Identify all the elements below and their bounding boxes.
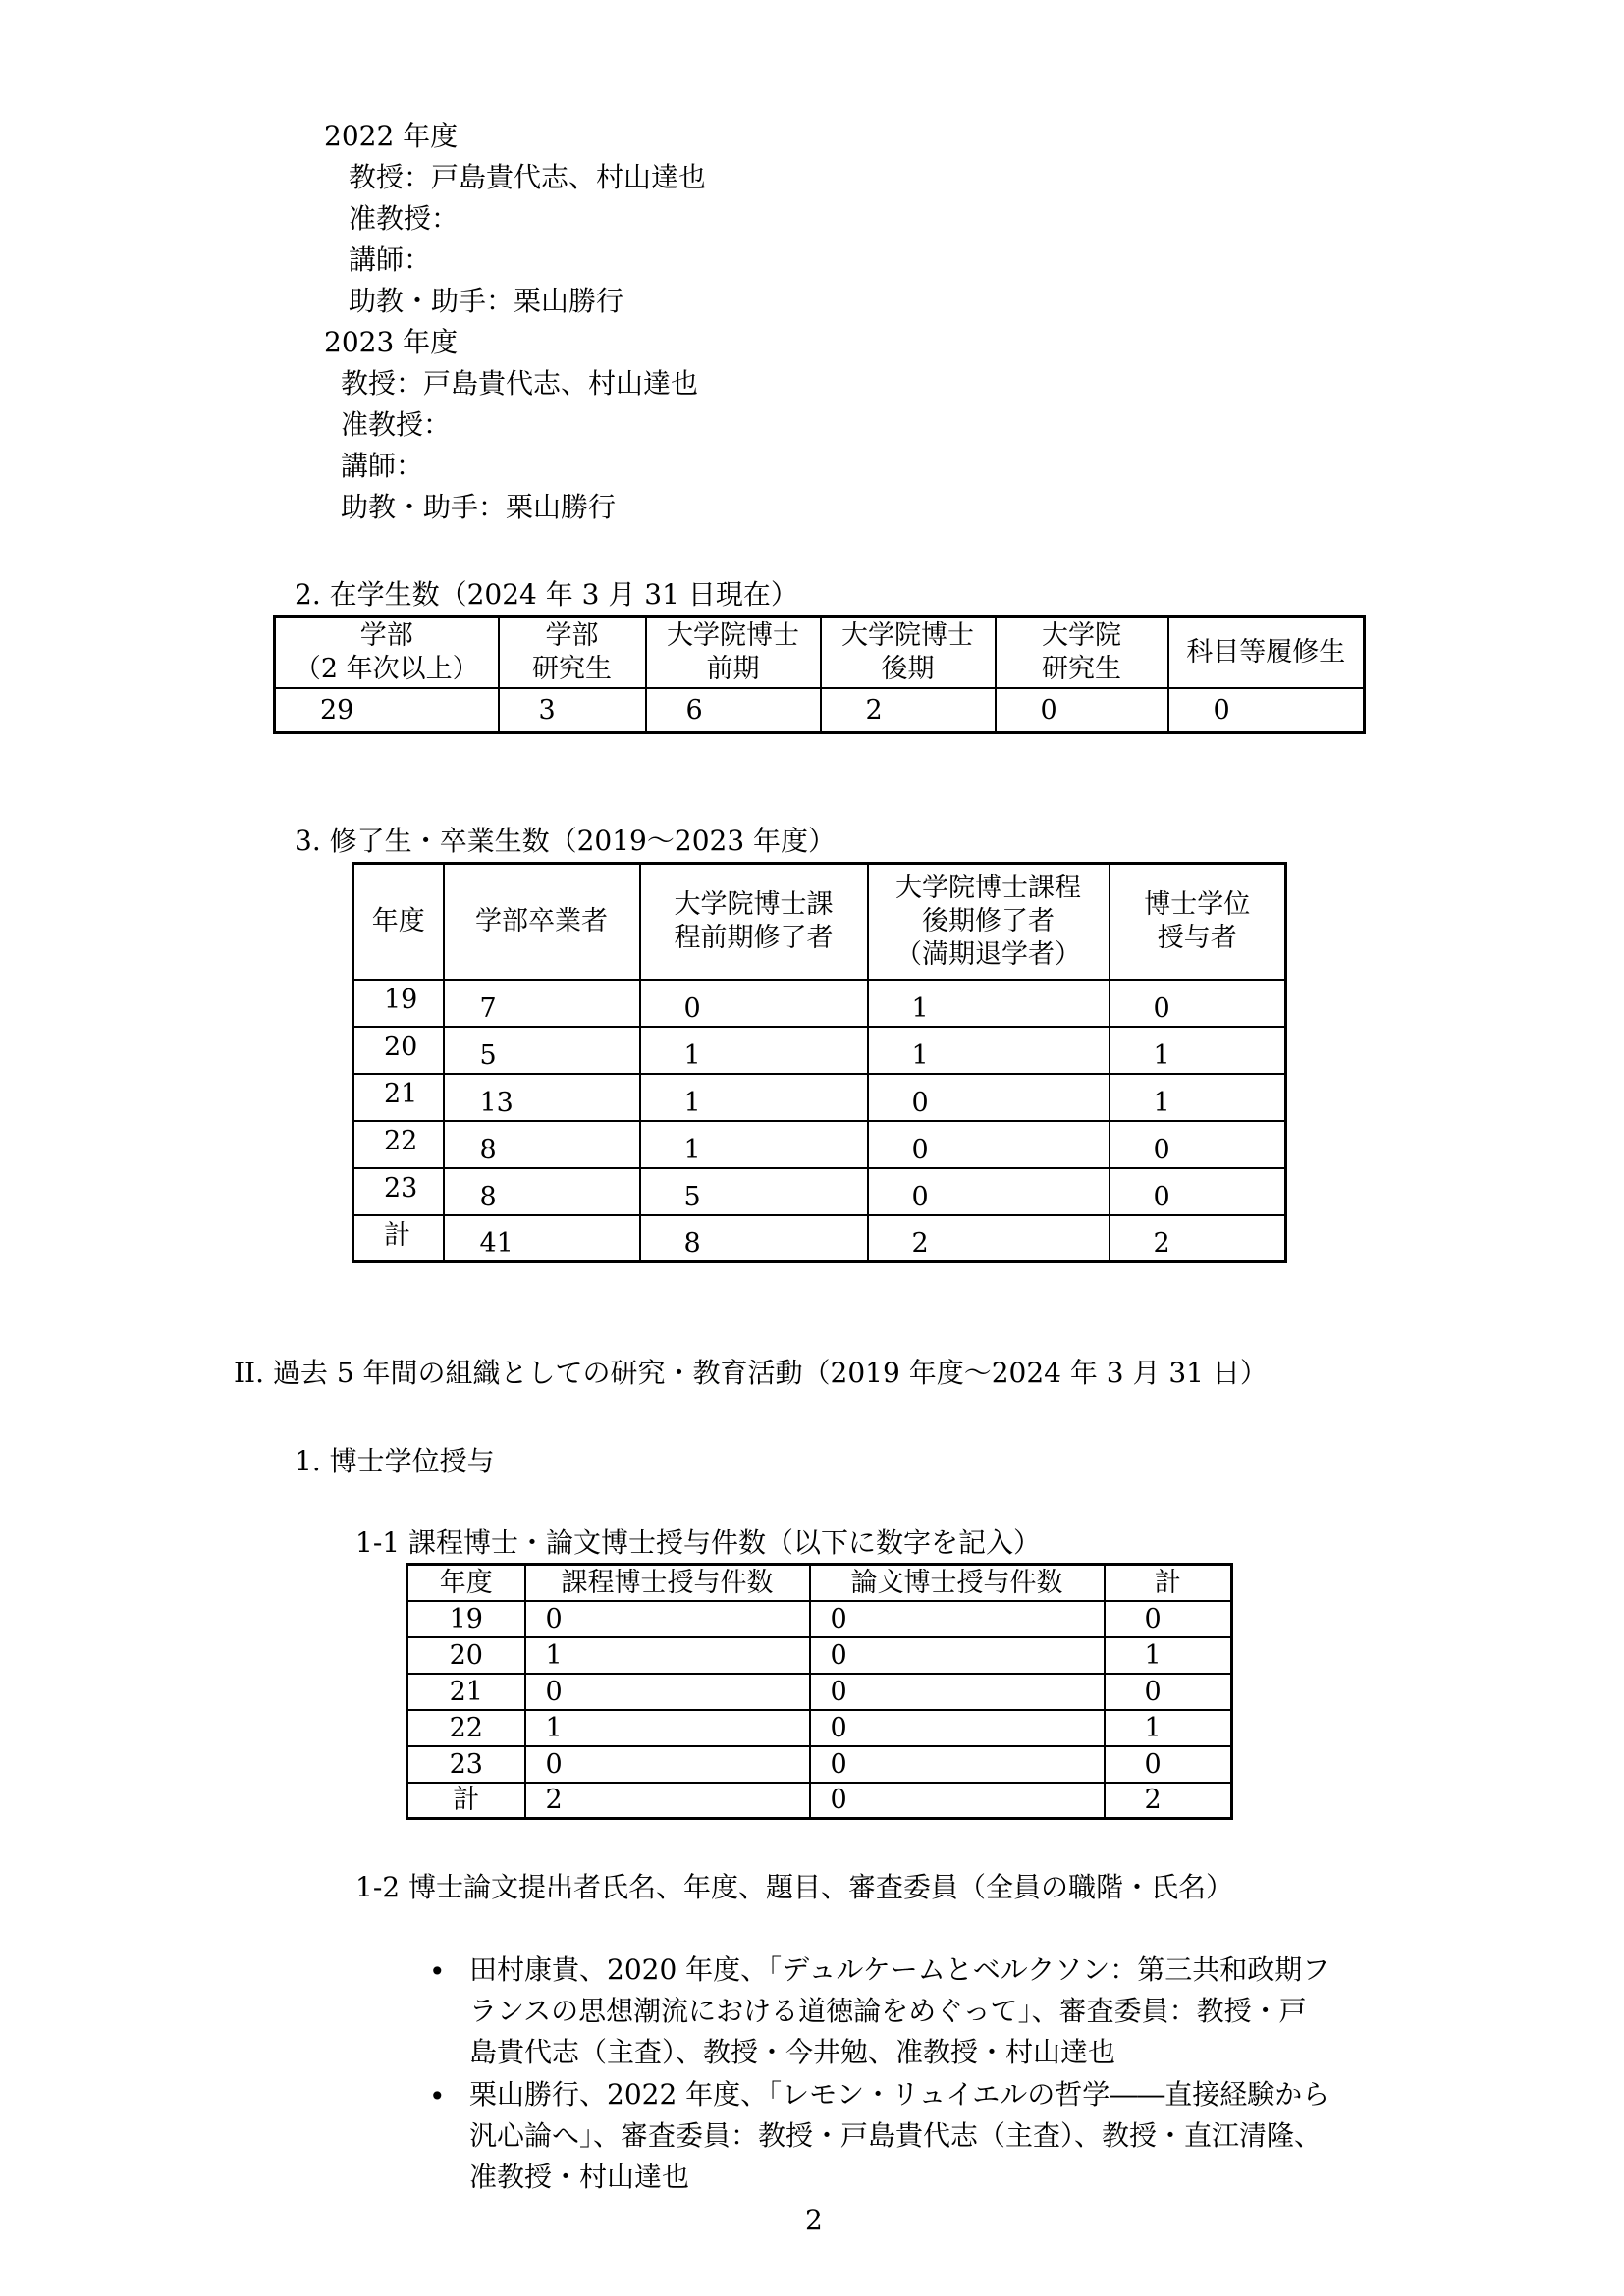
doctorate-cell: 1 [525,1710,810,1746]
doctorate-cell: 0 [1105,1674,1232,1710]
doctorate-cell: 0 [525,1674,810,1710]
graduates-cell: 1 [640,1074,868,1121]
graduates-cell: 7 [444,980,640,1027]
graduates-cell: 13 [444,1074,640,1121]
doctorate-cell: 0 [810,1601,1105,1637]
doctorate-cell: 0 [810,1637,1105,1674]
graduates-cell: 1 [868,1027,1110,1074]
graduates-header-row [353,864,1286,980]
enrollment-value-row [275,688,1365,733]
graduates-cell: 0 [1110,980,1286,1027]
section-ii-sub12: 1-2 博士論文提出者氏名、年度、題目、審査委員（全員の職階・氏名） [355,1871,1233,1903]
graduates-cell: 5 [640,1168,868,1215]
section-ii-sub1: 1. 博士学位授与 [295,1445,495,1477]
enrollment-header-nondegree: 科目等履修生 [1168,617,1365,688]
enrollment-header-undergrad: 学部 （2 年次以上） [275,617,499,688]
doctorate-cell: 19 [407,1601,525,1637]
graduates-cell: 41 [444,1215,640,1262]
graduates-row [353,1168,1286,1215]
staff-year-2023: 2023 年度 [324,326,459,358]
graduates-header-master: 大学院博士課 程前期修了者 [640,864,868,980]
graduates-cell: 8 [444,1121,640,1168]
graduates-header-doctor: 大学院博士課程 後期修了者 （満期退学者） [868,864,1110,980]
doctorate-cell: 21 [407,1674,525,1710]
section-ii-heading: II. 過去 5 年間の組織としての研究・教育活動（2019 年度～2024 年 3 月 31 日） [234,1357,1268,1389]
graduates-cell: 21 [353,1074,444,1121]
graduates-row [353,1215,1286,1262]
graduates-cell: 22 [353,1121,444,1168]
doctorate-cell: 0 [525,1746,810,1783]
doctorate-cell: 1 [1105,1710,1232,1746]
doctorate-header-course: 課程博士授与件数 [525,1565,810,1601]
staff-year-2022: 2022 年度 [324,120,459,152]
doctorate-cell: 22 [407,1710,525,1746]
staff-2022-professor: 教授：戸島貴代志、村山達也 [349,161,707,193]
graduates-cell: 20 [353,1027,444,1074]
staff-2023-assoc: 准教授： [341,408,452,441]
staff-2023-professor: 教授：戸島貴代志、村山達也 [341,367,699,400]
section2-heading: 2. 在学生数（2024 年 3 月 31 日現在） [295,578,798,611]
bullet-marker: • [429,2080,446,2112]
enrollment-value: 2 [821,688,996,733]
graduates-row [353,1121,1286,1168]
enrollment-value: 0 [996,688,1168,733]
section-ii-sub11: 1-1 課程博士・論文博士授与件数（以下に数字を記入） [355,1526,1041,1559]
graduates-cell: 1 [1110,1027,1286,1074]
graduates-header-year: 年度 [353,864,444,980]
bullet-2-line-3: 准教授・村山達也 [469,2161,690,2193]
graduates-cell: 0 [868,1121,1110,1168]
doctorate-body [407,1601,1232,1819]
graduates-cell: 0 [1110,1121,1286,1168]
doctorate-cell: 0 [810,1674,1105,1710]
graduates-cell: 1 [640,1121,868,1168]
graduates-cell: 1 [640,1027,868,1074]
bullet-1-line-3: 島貴代志（主査）、教授・今井勉、准教授・村山達也 [469,2036,1116,2068]
enrollment-header-master: 大学院博士 前期 [646,617,821,688]
doctorate-cell: 20 [407,1637,525,1674]
graduates-cell: 2 [1110,1215,1286,1262]
graduates-cell: 1 [868,980,1110,1027]
enrollment-header-row [275,617,1365,688]
doctorate-row [407,1710,1232,1746]
graduates-cell: 8 [444,1168,640,1215]
doctorate-cell: 0 [810,1783,1105,1819]
graduates-cell: 計 [353,1215,444,1262]
doctorate-row [407,1674,1232,1710]
graduates-cell: 19 [353,980,444,1027]
section3-heading: 3. 修了生・卒業生数（2019～2023 年度） [295,825,837,857]
staff-2023-lecturer: 講師： [341,450,424,482]
doctorate-row [407,1637,1232,1674]
enrollment-value: 3 [499,688,646,733]
graduates-cell: 5 [444,1027,640,1074]
doctorate-cell: 0 [1105,1746,1232,1783]
doctorate-cell: 2 [525,1783,810,1819]
staff-2022-assistant: 助教・助手：栗山勝行 [349,285,624,317]
doctorate-row [407,1783,1232,1819]
graduates-cell: 0 [868,1168,1110,1215]
graduates-cell: 0 [1110,1168,1286,1215]
graduates-row [353,1027,1286,1074]
graduates-cell: 0 [868,1074,1110,1121]
doctorate-cell: 1 [525,1637,810,1674]
enrollment-header-doctor: 大学院博士 後期 [821,617,996,688]
graduates-body [353,980,1286,1262]
doctorate-cell: 0 [1105,1601,1232,1637]
enrollment-value: 29 [275,688,499,733]
staff-2022-assoc: 准教授： [349,202,460,235]
enrollment-header-research-grad: 大学院 研究生 [996,617,1168,688]
enrollment-table [273,615,1366,734]
enrollment-value: 0 [1168,688,1365,733]
doctorate-cell: 0 [810,1710,1105,1746]
doctorate-row [407,1746,1232,1783]
doctorate-table [406,1563,1233,1820]
bullet-marker: • [429,1955,446,1988]
bullet-1-line-2: ランスの思想潮流における道徳論をめぐって」、審査委員：教授・戸 [469,1995,1307,2027]
doctorate-cell: 0 [525,1601,810,1637]
graduates-header-degree: 博士学位 授与者 [1110,864,1286,980]
staff-2022-lecturer: 講師： [349,243,432,276]
doctorate-cell: 0 [810,1746,1105,1783]
doctorate-cell: 1 [1105,1637,1232,1674]
enrollment-header-research-undergrad: 学部 研究生 [499,617,646,688]
graduates-cell: 23 [353,1168,444,1215]
doctorate-cell: 23 [407,1746,525,1783]
graduates-row [353,1074,1286,1121]
bullet-1-line-1: 田村康貴、2020 年度、「デュルケームとベルクソン：第三共和政期フ [469,1953,1330,1986]
staff-2023-assistant: 助教・助手：栗山勝行 [341,491,617,523]
graduates-cell: 8 [640,1215,868,1262]
graduates-cell: 1 [1110,1074,1286,1121]
graduates-header-undergrad: 学部卒業者 [444,864,640,980]
doctorate-header-row [407,1565,1232,1601]
graduates-table [352,862,1287,1263]
enrollment-value: 6 [646,688,821,733]
graduates-cell: 2 [868,1215,1110,1262]
doctorate-header-year: 年度 [407,1565,525,1601]
bullet-2-line-1: 栗山勝行、2022 年度、「レモン・リュイエルの哲学――直接経験から [469,2078,1330,2110]
graduates-cell: 0 [640,980,868,1027]
doctorate-cell: 計 [407,1783,525,1819]
doctorate-row [407,1601,1232,1637]
bullet-2-line-2: 汎心論へ」、審査委員：教授・戸島貴代志（主査）、教授・直江清隆、 [469,2119,1323,2152]
doctorate-header-total: 計 [1105,1565,1232,1601]
doctorate-header-thesis: 論文博士授与件数 [810,1565,1105,1601]
doctorate-cell: 2 [1105,1783,1232,1819]
page-number: 2 [805,2204,823,2236]
graduates-row [353,980,1286,1027]
